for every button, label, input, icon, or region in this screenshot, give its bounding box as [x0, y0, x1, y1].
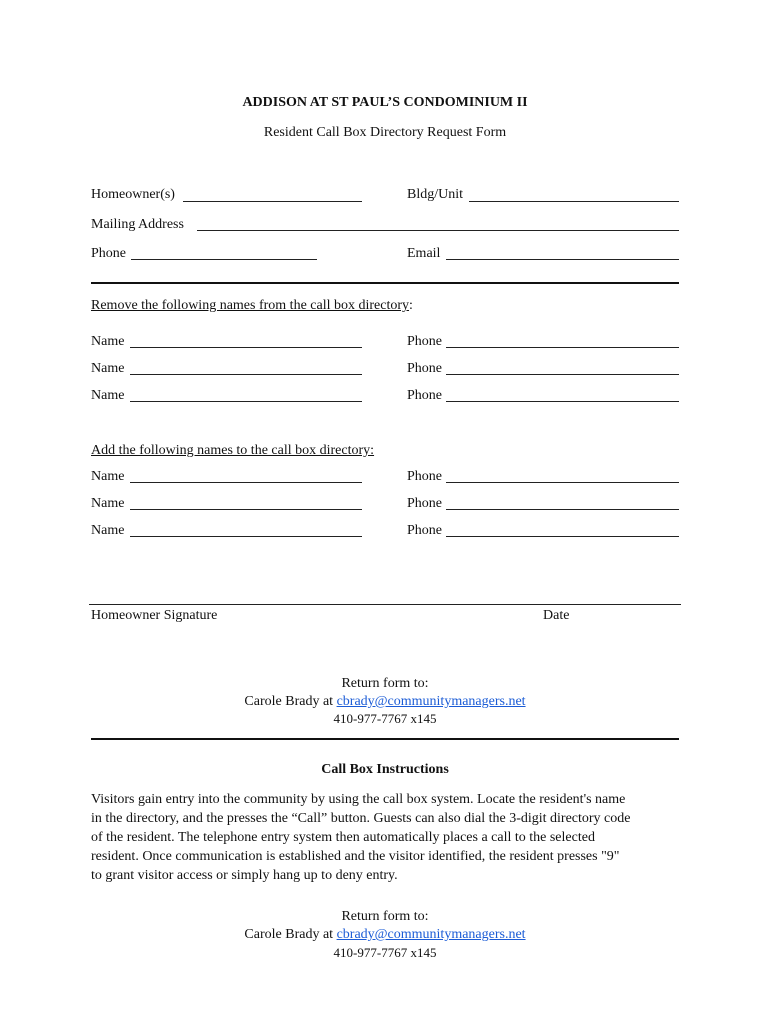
email-link[interactable]: cbrady@communitymanagers.net — [336, 927, 526, 942]
instructions-line: in the directory, and the presses the “Call” button. Guests can also dial the 3-digit directory code — [91, 811, 631, 826]
remove-phone-label: Phone — [407, 334, 442, 349]
instructions-line: to grant visitor access or simply hang up to deny entry. — [91, 868, 398, 883]
return-label: Return form to: — [341, 909, 429, 924]
remove-name-field[interactable] — [130, 347, 362, 348]
return-contact — [0, 694, 770, 710]
add-name-label: Name — [91, 523, 125, 538]
add-phone-field[interactable] — [446, 509, 679, 510]
return-phone: 410-977-7767 x145 — [333, 945, 437, 960]
instructions-line: resident. Once communication is established and the visitor identified, the resident presses "9" — [91, 849, 620, 864]
add-phone-label: Phone — [407, 469, 442, 484]
add-phone-label: Phone — [407, 523, 442, 538]
signature-label: Homeowner Signature — [91, 608, 218, 623]
remove-phone-label: Phone — [407, 388, 442, 403]
return-contact — [0, 927, 770, 943]
add-phone-field[interactable] — [446, 482, 679, 483]
remove-name-label: Name — [91, 361, 125, 376]
instructions-line: Visitors gain entry into the community by using the call box system. Locate the resident's name — [91, 792, 626, 807]
remove-name-field[interactable] — [130, 374, 362, 375]
remove-phone-field[interactable] — [446, 347, 679, 348]
signature-line[interactable] — [89, 604, 681, 605]
mailing-address-field[interactable] — [197, 230, 679, 231]
instructions-line: of the resident. The telephone entry system then automatically places a call to the selected — [91, 830, 595, 845]
remove-name-field[interactable] — [130, 401, 362, 402]
add-name-label: Name — [91, 496, 125, 511]
homeowner-field[interactable] — [183, 201, 362, 202]
phone-field[interactable] — [131, 259, 317, 260]
add-phone-label: Phone — [407, 496, 442, 511]
remove-phone-label: Phone — [407, 361, 442, 376]
remove-section-heading — [91, 298, 413, 314]
add-section-heading: Add the following names to the call box directory: — [91, 443, 375, 458]
contact-name: Carole Brady at — [244, 927, 337, 942]
email-label: Email — [407, 246, 441, 261]
contact-name: Carole Brady at — [244, 694, 337, 709]
add-name-field[interactable] — [130, 509, 362, 510]
remove-name-label: Name — [91, 388, 125, 403]
divider — [91, 738, 679, 740]
mailing-address-label: Mailing Address — [91, 217, 184, 232]
return-phone: 410-977-7767 x145 — [333, 711, 437, 726]
remove-heading-colon: : — [409, 298, 413, 313]
phone-label: Phone — [91, 246, 126, 261]
remove-phone-field[interactable] — [446, 401, 679, 402]
instructions-paragraph — [91, 790, 686, 885]
homeowner-label: Homeowner(s) — [91, 187, 175, 202]
date-label: Date — [543, 608, 570, 623]
bldg-unit-field[interactable] — [469, 201, 679, 202]
instructions-heading: Call Box Instructions — [321, 762, 449, 777]
add-name-field[interactable] — [130, 482, 362, 483]
email-link[interactable]: cbrady@communitymanagers.net — [336, 694, 526, 709]
remove-phone-field[interactable] — [446, 374, 679, 375]
remove-heading-text: Remove the following names from the call box directory — [91, 298, 410, 313]
divider — [91, 282, 679, 284]
add-phone-field[interactable] — [446, 536, 679, 537]
bldg-unit-label: Bldg/Unit — [407, 187, 464, 202]
add-name-field[interactable] — [130, 536, 362, 537]
form-subtitle: Resident Call Box Directory Request Form — [263, 125, 507, 140]
email-field[interactable] — [446, 259, 679, 260]
add-name-label: Name — [91, 469, 125, 484]
return-label: Return form to: — [341, 676, 429, 691]
remove-name-label: Name — [91, 334, 125, 349]
form-title: ADDISON AT ST PAUL’S CONDOMINIUM II — [242, 95, 528, 110]
